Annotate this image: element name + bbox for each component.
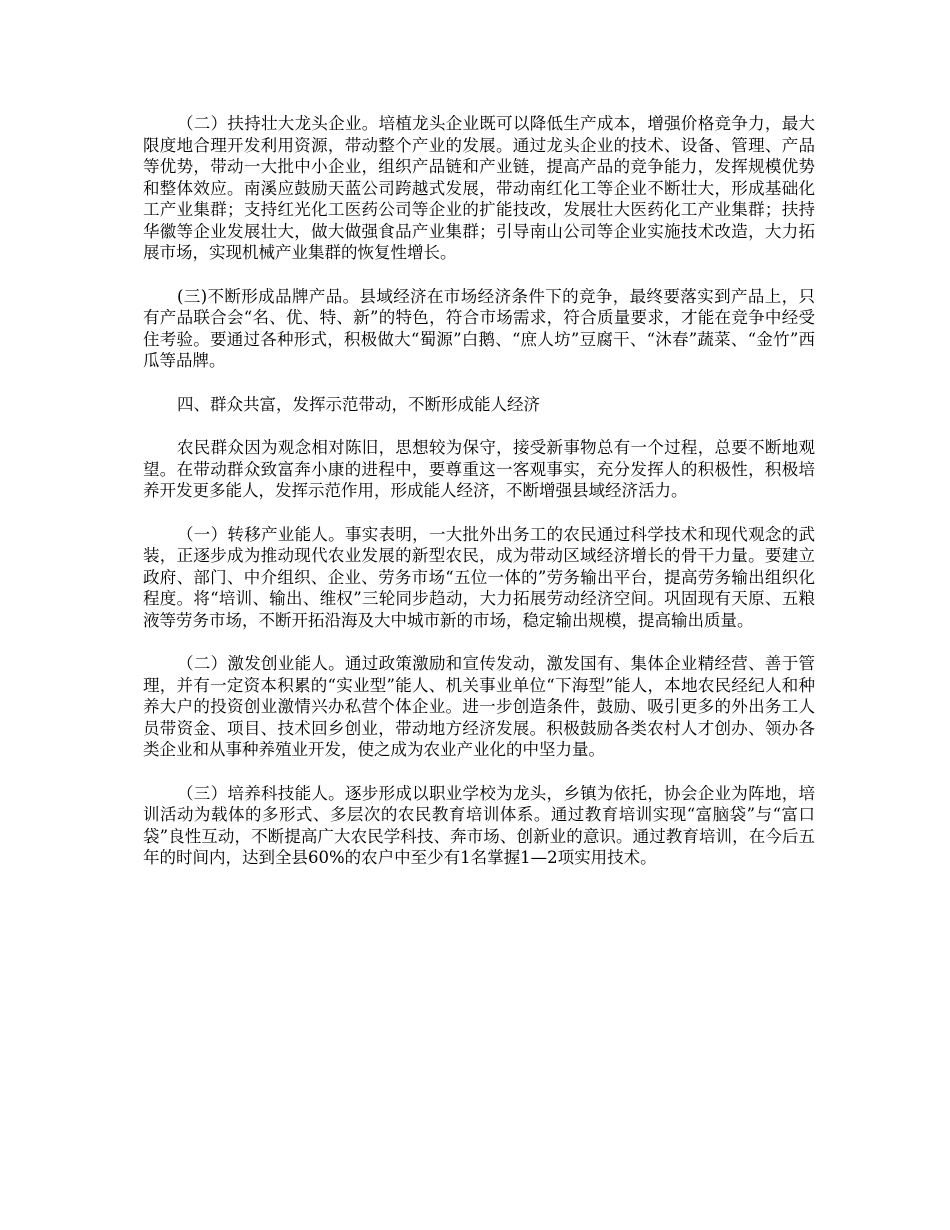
paragraph-brand-products: (三)不断形成品牌产品。县域经济在市场经济条件下的竞争，最终要落实到产品上，只有产品联合会“名、优、特、新”的特色，符合市场需求，符合质量要求，才能在竞争中经受住考验。要通过各种形式，积极做大“蜀源”白鹅、“庶人坊”豆腐干、“沐春”蔬菜、“金竹”西瓜等品牌。 [143,286,815,370]
paragraph-capable-people-intro: 农民群众因为观念相对陈旧，思想较为保守，接受新事物总有一个过程，总要不断地观望。在带动群众致富奔小康的进程中，要尊重这一客观事实，充分发挥人的积极性，积极培养开发更多能人，发挥示范作用，形成能人经济，不断增强县域经济活力。 [143,438,815,500]
paragraph-entrepreneurship-talent: （二）激发创业能人。通过政策激励和宣传发动，激发国有、集体企业精经营、善于管理，并有一定资本积累的“实业型”能人、机关事业单位“下海型”能人，本地农民经纪人和种养大户的投资创业激情兴办私营个体企业。进一步创造条件，鼓励、吸引更多的外出务工人员带资金、项目、技术回乡创业，带动地方经济发展。积极鼓励各类农村人才创办、领办各类企业和从事种养殖业开发，使之成为农业产业化的中坚力量。 [143,654,815,759]
section-heading-capable-people-economy: 四、群众共富，发挥示范带动，不断形成能人经济 [177,394,540,414]
paragraph-transfer-industry-talent: （一）转移产业能人。事实表明，一大批外出务工的农民通过科学技术和现代观念的武装，正逐步成为推动现代农业发展的新型农民，成为带动区域经济增长的骨干力量。要建立政府、部门、中介组织、企业、劳务市场“五位一体的”劳务输出平台，提高劳务输出组织化程度。将“培训、输出、维权”三轮同步趋动，大力拓展劳动经济空间。巩固现有天原、五粮液等劳务市场，不断开拓沿海及大中城市新的市场，稳定输出规模，提高输出质量。 [143,524,815,630]
document-body [143,113,815,891]
paragraph-technology-talent: （三）培养科技能人。逐步形成以职业学校为龙头，乡镇为依托，协会企业为阵地，培训活动为载体的多形式、多层次的农民教育培训体系。通过教育培训实现“富脑袋”与“富口袋”良性互动，不断提高广大农民学科技、奔市场、创新业的意识。通过教育培训，在今后五年的时间内，达到全县60%的农户中至少有1名掌握1—2项实用技术。 [143,783,815,867]
paragraph-support-leading-enterprises: （二）扶持壮大龙头企业。培植龙头企业既可以降低生产成本，增强价格竞争力，最大限度地合理开发利用资源，带动整个产业的发展。通过龙头企业的技术、设备、管理、产品等优势，带动一大批中小企业，组织产品链和产业链，提高产品的竞争能力，发挥规模优势和整体效应。南溪应鼓励天蓝公司跨越式发展，带动南红化工等企业不断壮大，形成基础化工产业集群；支持红光化工医药公司等企业的扩能技改，发展壮大医药化工产业集群；扶持华徽等企业发展壮大，做大做强食品产业集群；引导南山公司等企业实施技术改造，大力拓展市场，实现机械产业集群的恢复性增长。 [143,114,815,262]
